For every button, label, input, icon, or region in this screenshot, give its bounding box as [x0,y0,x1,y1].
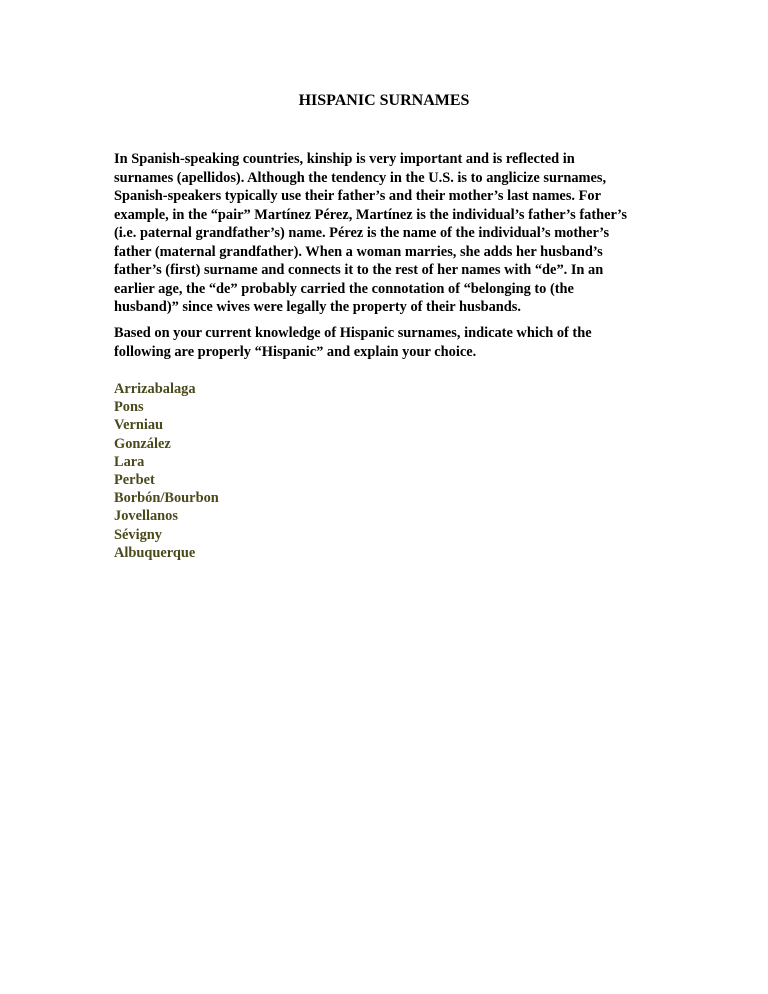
surname-item: Lara [114,453,145,470]
surname-list [114,380,219,562]
surname-item: Jovellanos [114,508,178,525]
intro-line: father (maternal grandfather). When a woman marries, she adds her husband’s [114,243,603,260]
intro-line: husband)” since wives were legally the property of their husbands. [114,299,521,315]
intro-line: earlier age, the “de” probably carried the connotation of “belonging to (the [114,280,574,297]
surname-item: González [114,435,171,452]
intro-line: (i.e. paternal grandfather’s) name. Pérez is the name of the individual’s mother’s [114,225,610,241]
intro-line: surnames (apellidos). Although the tendency in the U.S. is to anglicize surnames, [114,169,607,186]
intro-line: example, in the “pair” Martínez Pérez, Martínez is the individual’s father’s father’s [114,206,628,223]
instruction-line: following are properly “Hispanic” and explain your choice. [114,343,477,360]
intro-line: father’s (first) surname and connects it to the rest of her names with “de”. In an [114,262,604,278]
surname-item: Pons [114,399,144,416]
surname-item: Sévigny [114,526,162,543]
document-title: HISPANIC SURNAMES [298,92,470,109]
surname-item: Verniau [114,417,164,434]
instruction-line: Based on your current knowledge of Hispanic surnames, indicate which of the [114,325,592,341]
intro-line: In Spanish-speaking countries, kinship is very important and is reflected in [114,151,575,167]
surname-item: Arrizabalaga [114,381,196,397]
intro-paragraph [114,150,674,317]
surname-item: Borbón/Bourbon [114,490,219,507]
instruction-paragraph [114,324,674,361]
surname-item: Albuquerque [114,544,196,561]
intro-line: Spanish-speakers typically use their father’s and their mother’s last names. For [114,188,601,204]
surname-item: Perbet [114,472,155,489]
